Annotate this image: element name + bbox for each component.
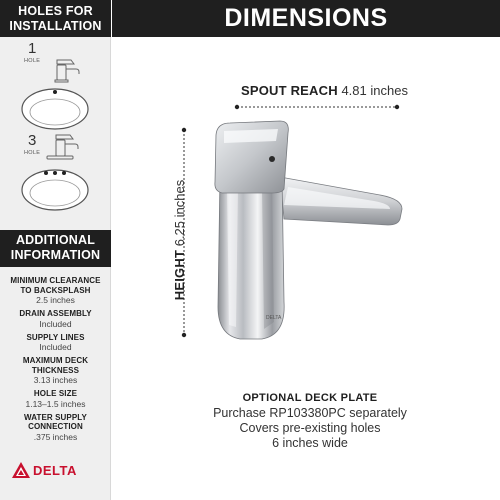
spec-title: SUPPLY LINES: [26, 332, 85, 342]
one-hole-caption: HOLE: [24, 58, 41, 64]
one-hole-sink-icon: [22, 89, 88, 129]
spout-reach-value: 4.81 inches: [341, 83, 408, 98]
three-hole-caption: HOLE: [24, 150, 41, 156]
spec-value: Included: [39, 342, 72, 352]
holes-header-line-2: INSTALLATION: [9, 19, 102, 33]
faucet-image: [215, 121, 402, 339]
height-title: HEIGHT: [172, 249, 187, 301]
spec-value: .375 inches: [33, 431, 78, 442]
height-value: 6.25 inches: [172, 179, 187, 247]
delta-triangle-icon: [12, 462, 30, 478]
three-hole-sink-icon: [22, 170, 88, 210]
spec-item: [0, 413, 111, 442]
spec-item: [0, 309, 111, 329]
faucet-dimension-drawing: [112, 37, 500, 392]
additional-information-header: [0, 230, 111, 267]
deck-plate-line: 6 inches wide: [272, 436, 348, 450]
one-hole-faucet-icon: [55, 60, 79, 82]
spec-title: WATER SUPPLY CONNECTION: [24, 412, 87, 431]
spec-item: [0, 356, 111, 385]
spec-value: 1.13–1.5 inches: [25, 398, 86, 409]
spec-title: DRAIN ASSEMBLY: [19, 309, 92, 318]
deck-plate-line: Purchase RP103380PC separately: [213, 406, 407, 420]
info-header-line-1: ADDITIONAL: [15, 233, 96, 247]
spec-item: [0, 276, 111, 305]
spec-list: [0, 276, 111, 446]
spec-title: MAXIMUM DECK THICKNESS: [22, 356, 89, 375]
sidebar: [0, 0, 111, 500]
holes-for-installation-header: [0, 0, 111, 37]
one-hole-number: 1: [28, 40, 37, 57]
optional-deck-plate: [190, 392, 430, 451]
height-label: [172, 180, 187, 300]
delta-logo: [12, 462, 77, 478]
spec-title: MINIMUM CLEARANCE TO BACKSPLASH: [10, 276, 101, 295]
spec-item: [0, 389, 111, 409]
spec-value: 2.5 inches: [36, 295, 75, 305]
delta-wordmark: DELTA: [33, 462, 77, 478]
spec-item: [0, 333, 111, 353]
page-title: DIMENSIONS: [112, 0, 500, 37]
deck-plate-title: OPTIONAL DECK PLATE: [242, 392, 378, 404]
deck-plate-line: Covers pre-existing holes: [239, 421, 381, 435]
three-hole-faucet-icon: [47, 135, 78, 159]
spec-value: Included: [39, 318, 72, 329]
spec-title: HOLE SIZE: [33, 389, 78, 398]
spout-reach-dimension-line: [235, 105, 399, 109]
holes-header-line-1: HOLES FOR: [18, 4, 93, 18]
hole-diagrams: [0, 37, 111, 237]
faucet-brand-mark: DELTA: [266, 315, 282, 321]
spout-reach-title: SPOUT REACH: [241, 83, 338, 98]
info-header-line-2: INFORMATION: [10, 248, 101, 262]
spec-value: 3.13 inches: [33, 375, 78, 385]
handle-indicator-dot: [269, 156, 275, 162]
three-hole-number: 3: [28, 132, 37, 149]
